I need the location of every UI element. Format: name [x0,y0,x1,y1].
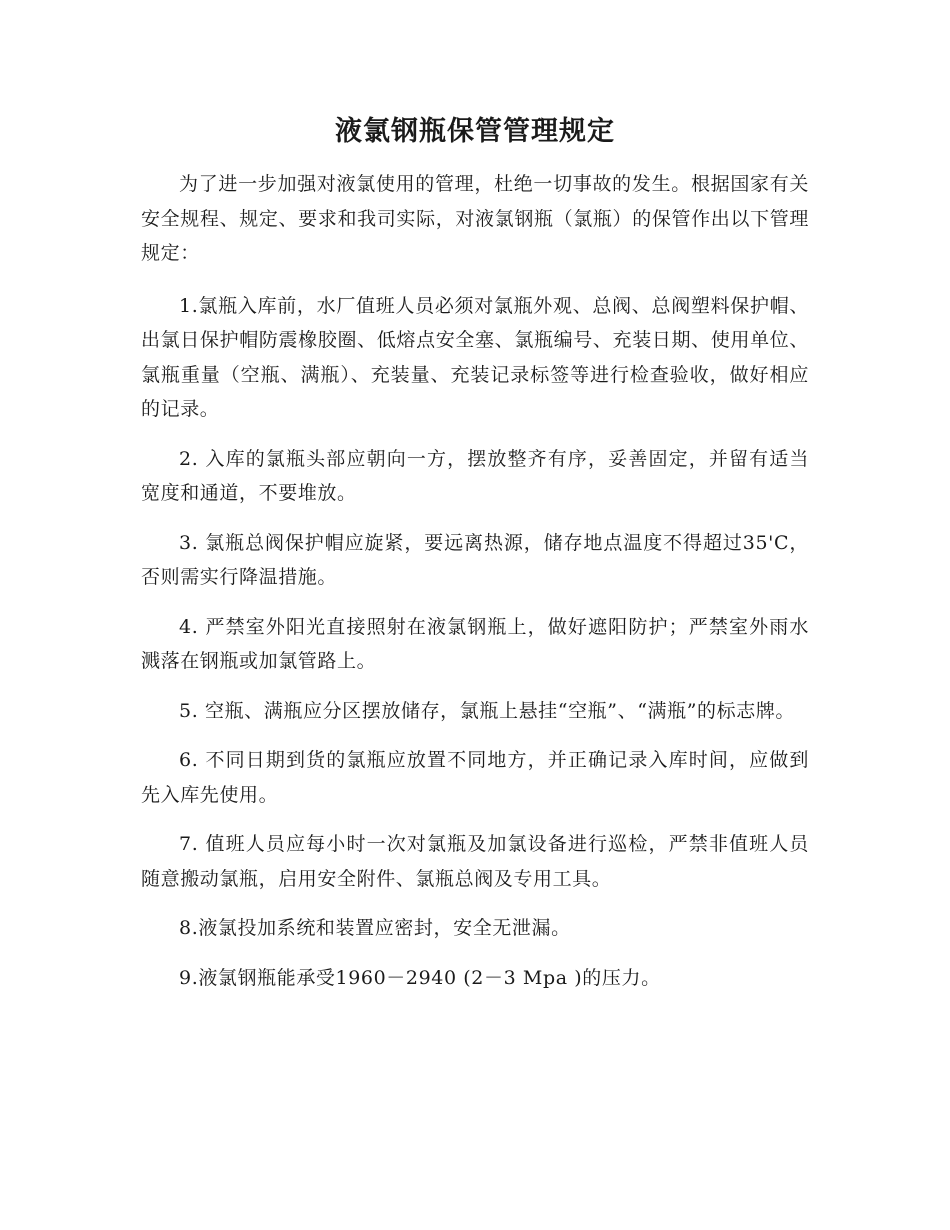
document-title: 液氯钢瓶保管管理规定 [335,116,615,147]
document-body [141,167,809,1010]
rule-item-4: 4. 严禁室外阳光直接照射在液氯钢瓶上，做好遮阳防护；严禁室外雨水溅落在钢瓶或加氯管路上。 [141,615,809,672]
rule-item-1: 1.氯瓶入库前，水厂值班人员必须对氯瓶外观、总阀、总阀塑料保护帽、出氯日保护帽防震橡胶圈、低熔点安全塞、氯瓶编号、充装日期、使用单位、氯瓶重量（空瓶、满瓶）、充装量、充装记录标签等进行检查验收，做好相应的记录。 [141,294,809,420]
rule-item-2: 2. 入库的氯瓶头部应朝向一方，摆放整齐有序，妥善固定，并留有适当宽度和通道，不要堆放。 [141,447,809,504]
rule-item-9: 9.液氯钢瓶能承受1960－2940 (2－3 Mpa )的压力。 [179,966,661,989]
rule-item-5: 5. 空瓶、满瓶应分区摆放储存，氯瓶上悬挂“空瓶”、“满瓶”的标志牌。 [179,699,796,722]
rule-item-8: 8.液氯投加系统和装置应密封，安全无泄漏。 [179,917,571,939]
rule-item-3: 3. 氯瓶总阀保护帽应旋紧，要远离热源，储存地点温度不得超过35'C，否则需实行降温措施。 [141,531,809,588]
intro-paragraph: 为了进一步加强对液氯使用的管理，杜绝一切事故的发生。根据国家有关安全规程、规定、要求和我司实际，对液氯钢瓶（氯瓶）的保管作出以下管理规定： [141,173,809,264]
rule-item-6: 6. 不同日期到货的氯瓶应放置不同地方，并正确记录入库时间，应做到先入库先使用。 [141,749,809,806]
rule-item-7: 7. 值班人员应每小时一次对氯瓶及加氯设备进行巡检，严禁非值班人员随意搬动氯瓶，启用安全附件、氯瓶总阀及专用工具。 [141,833,809,890]
